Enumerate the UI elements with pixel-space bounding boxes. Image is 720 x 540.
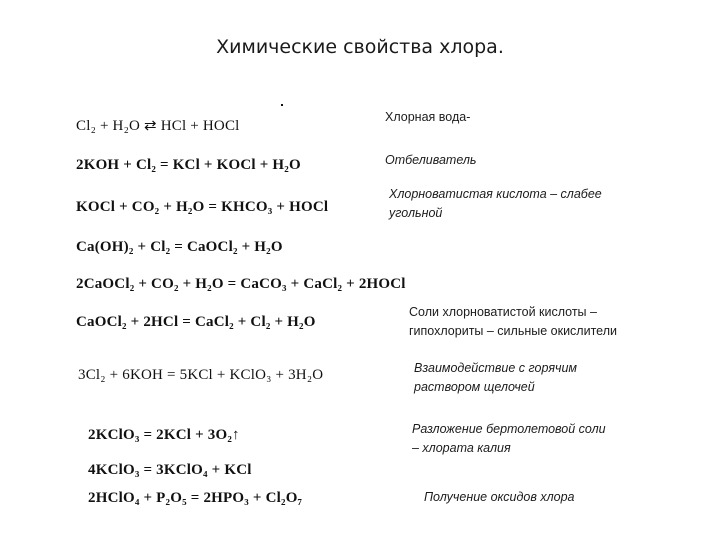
- equation-cl2-hot-koh: 3Cl₂ + 6KOH = 5KCl + KClO₃ + 3H₂O: [78, 367, 324, 383]
- equation-caocl2-hcl: CaOCl₂ + 2HCl = CaCl₂ + Cl₂ + H₂O: [76, 314, 316, 330]
- stray-dot: [281, 104, 283, 106]
- equation-caocl2-co2: 2CaOCl₂ + CO₂ + H₂O = CaCO₃ + CaCl₂ + 2HOCl: [76, 276, 406, 292]
- note-berthollet-salt-2: – хлората калия: [412, 441, 511, 455]
- note-hot-alkali-2: раствором щелочей: [414, 380, 535, 394]
- note-hypochlorites-1: Соли хлорноватистой кислоты –: [409, 305, 597, 319]
- slide-title: Химические свойства хлора.: [216, 36, 504, 58]
- equation-caoh2-cl2: Ca(OH)₂ + Cl₂ = CaOCl₂ + H₂O: [76, 239, 283, 255]
- note-hypochlorites-2: гипохлориты – сильные окислители: [409, 324, 617, 338]
- note-hot-alkali-1: Взаимодействие с горячим: [414, 361, 577, 375]
- note-bleach: Отбеливатель: [385, 153, 477, 167]
- note-berthollet-salt-1: Разложение бертолетовой соли: [412, 422, 606, 436]
- equation-koh-cl2: 2KOH + Cl₂ = KCl + KOCl + H₂O: [76, 157, 301, 173]
- equation-kclo3-decomp-2: 4KClO₃ = 3KClO₄ + KCl: [88, 462, 252, 478]
- equation-chlorine-water: Cl₂ + H₂O ⇄ HCl + HOCl: [76, 118, 240, 134]
- equation-kocl-co2: KOCl + CO₂ + H₂O = KHCO₃ + HOCl: [76, 199, 329, 215]
- equation-kclo3-decomp-1: 2KClO₃ = 2KCl + 3O₂↑: [88, 427, 240, 443]
- equation-hclo4-p2o5: 2HClO₄ + P₂O₅ = 2HPO₃ + Cl₂O₇: [88, 490, 303, 506]
- note-hypochlorous-acid-2: угольной: [389, 206, 443, 220]
- note-hypochlorous-acid-1: Хлорноватистая кислота – слабее: [389, 187, 602, 201]
- note-chlorine-oxides: Получение оксидов хлора: [424, 490, 575, 504]
- note-chlorine-water: Хлорная вода-: [385, 110, 471, 124]
